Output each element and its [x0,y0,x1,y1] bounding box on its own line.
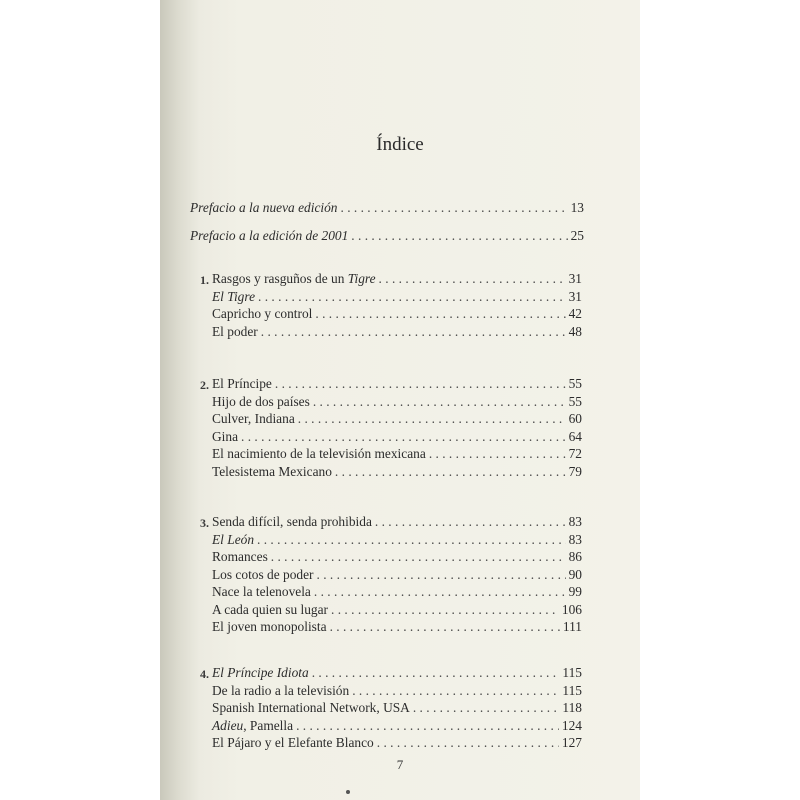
entry-page-number: 115 [562,682,582,698]
entry-label [212,375,272,393]
section-entry [212,288,582,306]
entry-label-part: A cada quien su lugar [212,601,329,617]
entry-label-part: Los cotos de poder [212,566,314,582]
entry-page-number: 115 [562,665,582,680]
front-matter-entry [190,227,584,245]
entry-page-number: 90 [568,566,582,582]
entry-label-part: Tigre [347,271,376,286]
entry-page-number: 48 [568,323,582,339]
entry-label-part: El nacimiento de la televisión mexicana [212,446,426,461]
entry-label-part: El Pájaro y el Elefante Blanco [212,735,374,750]
entry-label-part: Prefacio a la nueva edición [190,200,338,215]
entry-label-part: Hijo de dos países [212,393,310,409]
entry-label-part: El joven monopolista [212,619,327,634]
entry-label [190,199,338,217]
dot-leader [312,664,560,682]
entry-label [212,583,311,601]
entry-page-number: 31 [568,271,582,286]
dot-leader [275,375,566,393]
dot-leader [296,717,559,735]
chapter-entry [212,664,582,682]
dot-leader [271,548,566,566]
chapter-number: 4. [200,667,209,681]
entry-page-number: 64 [568,428,582,444]
entry-label-part: Adieu [212,717,244,733]
dot-leader [335,463,566,481]
entry-page-number: 72 [568,446,582,461]
chapter-entry [212,513,582,531]
entry-label [212,410,295,428]
section-entry [212,717,582,735]
entry-page-number: 25 [570,228,584,243]
section-entry [212,734,582,752]
entry-page-number: 42 [568,306,582,321]
dot-leader [258,288,566,306]
entry-label [212,463,332,481]
entry-label [212,664,309,682]
chapter-number: 1. [200,273,209,287]
page-number: 7 [396,757,404,772]
entry-label [212,734,374,752]
dot-leader [375,513,566,531]
entry-label-part: El poder [212,323,258,339]
chapter-number: 3. [200,516,209,530]
section-entry [212,531,582,549]
entry-page-number: 79 [568,463,582,479]
dot-leader [341,199,568,217]
dot-leader [377,734,559,752]
section-entry [212,601,582,619]
entry-page-number: 55 [568,376,582,391]
entry-label [212,305,312,323]
book-page [160,0,640,800]
entry-label [212,513,372,531]
dot-leader [331,601,559,619]
entry-label-part: Gina [212,428,239,444]
entry-label [212,445,426,463]
dot-leader [379,270,566,288]
dot-leader [314,583,566,601]
entry-label [212,682,349,700]
entry-label [212,548,268,566]
entry-label-part: Rasgos y rasguños de un [212,271,348,286]
entry-label-part: El León [212,531,255,547]
entry-label [212,566,314,584]
entry-label-part: Romances [212,549,268,564]
entry-label-part: , Pamella [243,717,294,733]
entry-page-number: 13 [570,200,584,215]
entry-page-number: 83 [568,531,582,547]
section-entry [212,393,582,411]
entry-label [212,531,254,549]
entry-label-part: Capricho y control [212,306,313,321]
entry-label [190,227,348,245]
entry-label [212,717,293,735]
entry-label-part: El Príncipe [212,376,272,391]
dot-leader [261,323,566,341]
entry-page-number: 86 [568,549,582,564]
entry-page-number: 99 [568,584,582,599]
entry-page-number: 127 [561,735,582,750]
section-entry [212,428,582,446]
entry-label [212,288,255,306]
entry-label-part: Telesistema Mexicano [212,463,332,479]
entry-label [212,393,310,411]
ink-mark [346,790,350,794]
entry-label [212,699,410,717]
entry-page-number: 55 [568,393,582,409]
dot-leader [351,227,567,245]
section-entry [212,583,582,601]
dot-leader [352,682,559,700]
entry-label-part: Prefacio a la edición de 2001 [190,228,349,243]
entry-page-number: 106 [561,601,582,617]
section-entry [212,548,582,566]
entry-label-part: De la radio a la televisión [212,682,350,698]
section-entry [212,699,582,717]
entry-label-part: El Tigre [212,288,256,304]
entry-label [212,323,258,341]
section-entry [212,618,582,636]
entry-label-part: Culver, Indiana [212,411,295,426]
entry-label-part: El Príncipe Idiota [212,665,309,680]
dot-leader [257,531,566,549]
dot-leader [241,428,566,446]
chapter-entry [212,270,582,288]
entry-page-number: 124 [561,717,582,733]
entry-label [212,270,376,288]
dot-leader [298,410,566,428]
chapter-entry [212,375,582,393]
entry-page-number: 83 [568,514,582,529]
entry-page-number: 60 [568,411,582,426]
entry-label [212,428,238,446]
chapter-number: 2. [200,378,209,392]
dot-leader [413,699,560,717]
section-entry [212,445,582,463]
section-entry [212,305,582,323]
section-entry [212,410,582,428]
entry-label [212,601,328,619]
entry-label-part: Nace la telenovela [212,584,311,599]
entry-page-number: 111 [562,619,582,634]
section-entry [212,566,582,584]
front-matter-entry [190,199,584,217]
entry-label [212,618,327,636]
section-entry [212,682,582,700]
dot-leader [313,393,566,411]
dot-leader [315,305,565,323]
section-entry [212,463,582,481]
entry-page-number: 31 [568,288,582,304]
entry-page-number: 118 [562,700,582,715]
section-entry [212,323,582,341]
dot-leader [330,618,560,636]
dot-leader [317,566,566,584]
page-title: Índice [376,134,424,155]
entry-label-part: Spanish International Network, USA [212,700,410,715]
dot-leader [429,445,566,463]
entry-label-part: Senda difícil, senda prohibida [212,514,372,529]
